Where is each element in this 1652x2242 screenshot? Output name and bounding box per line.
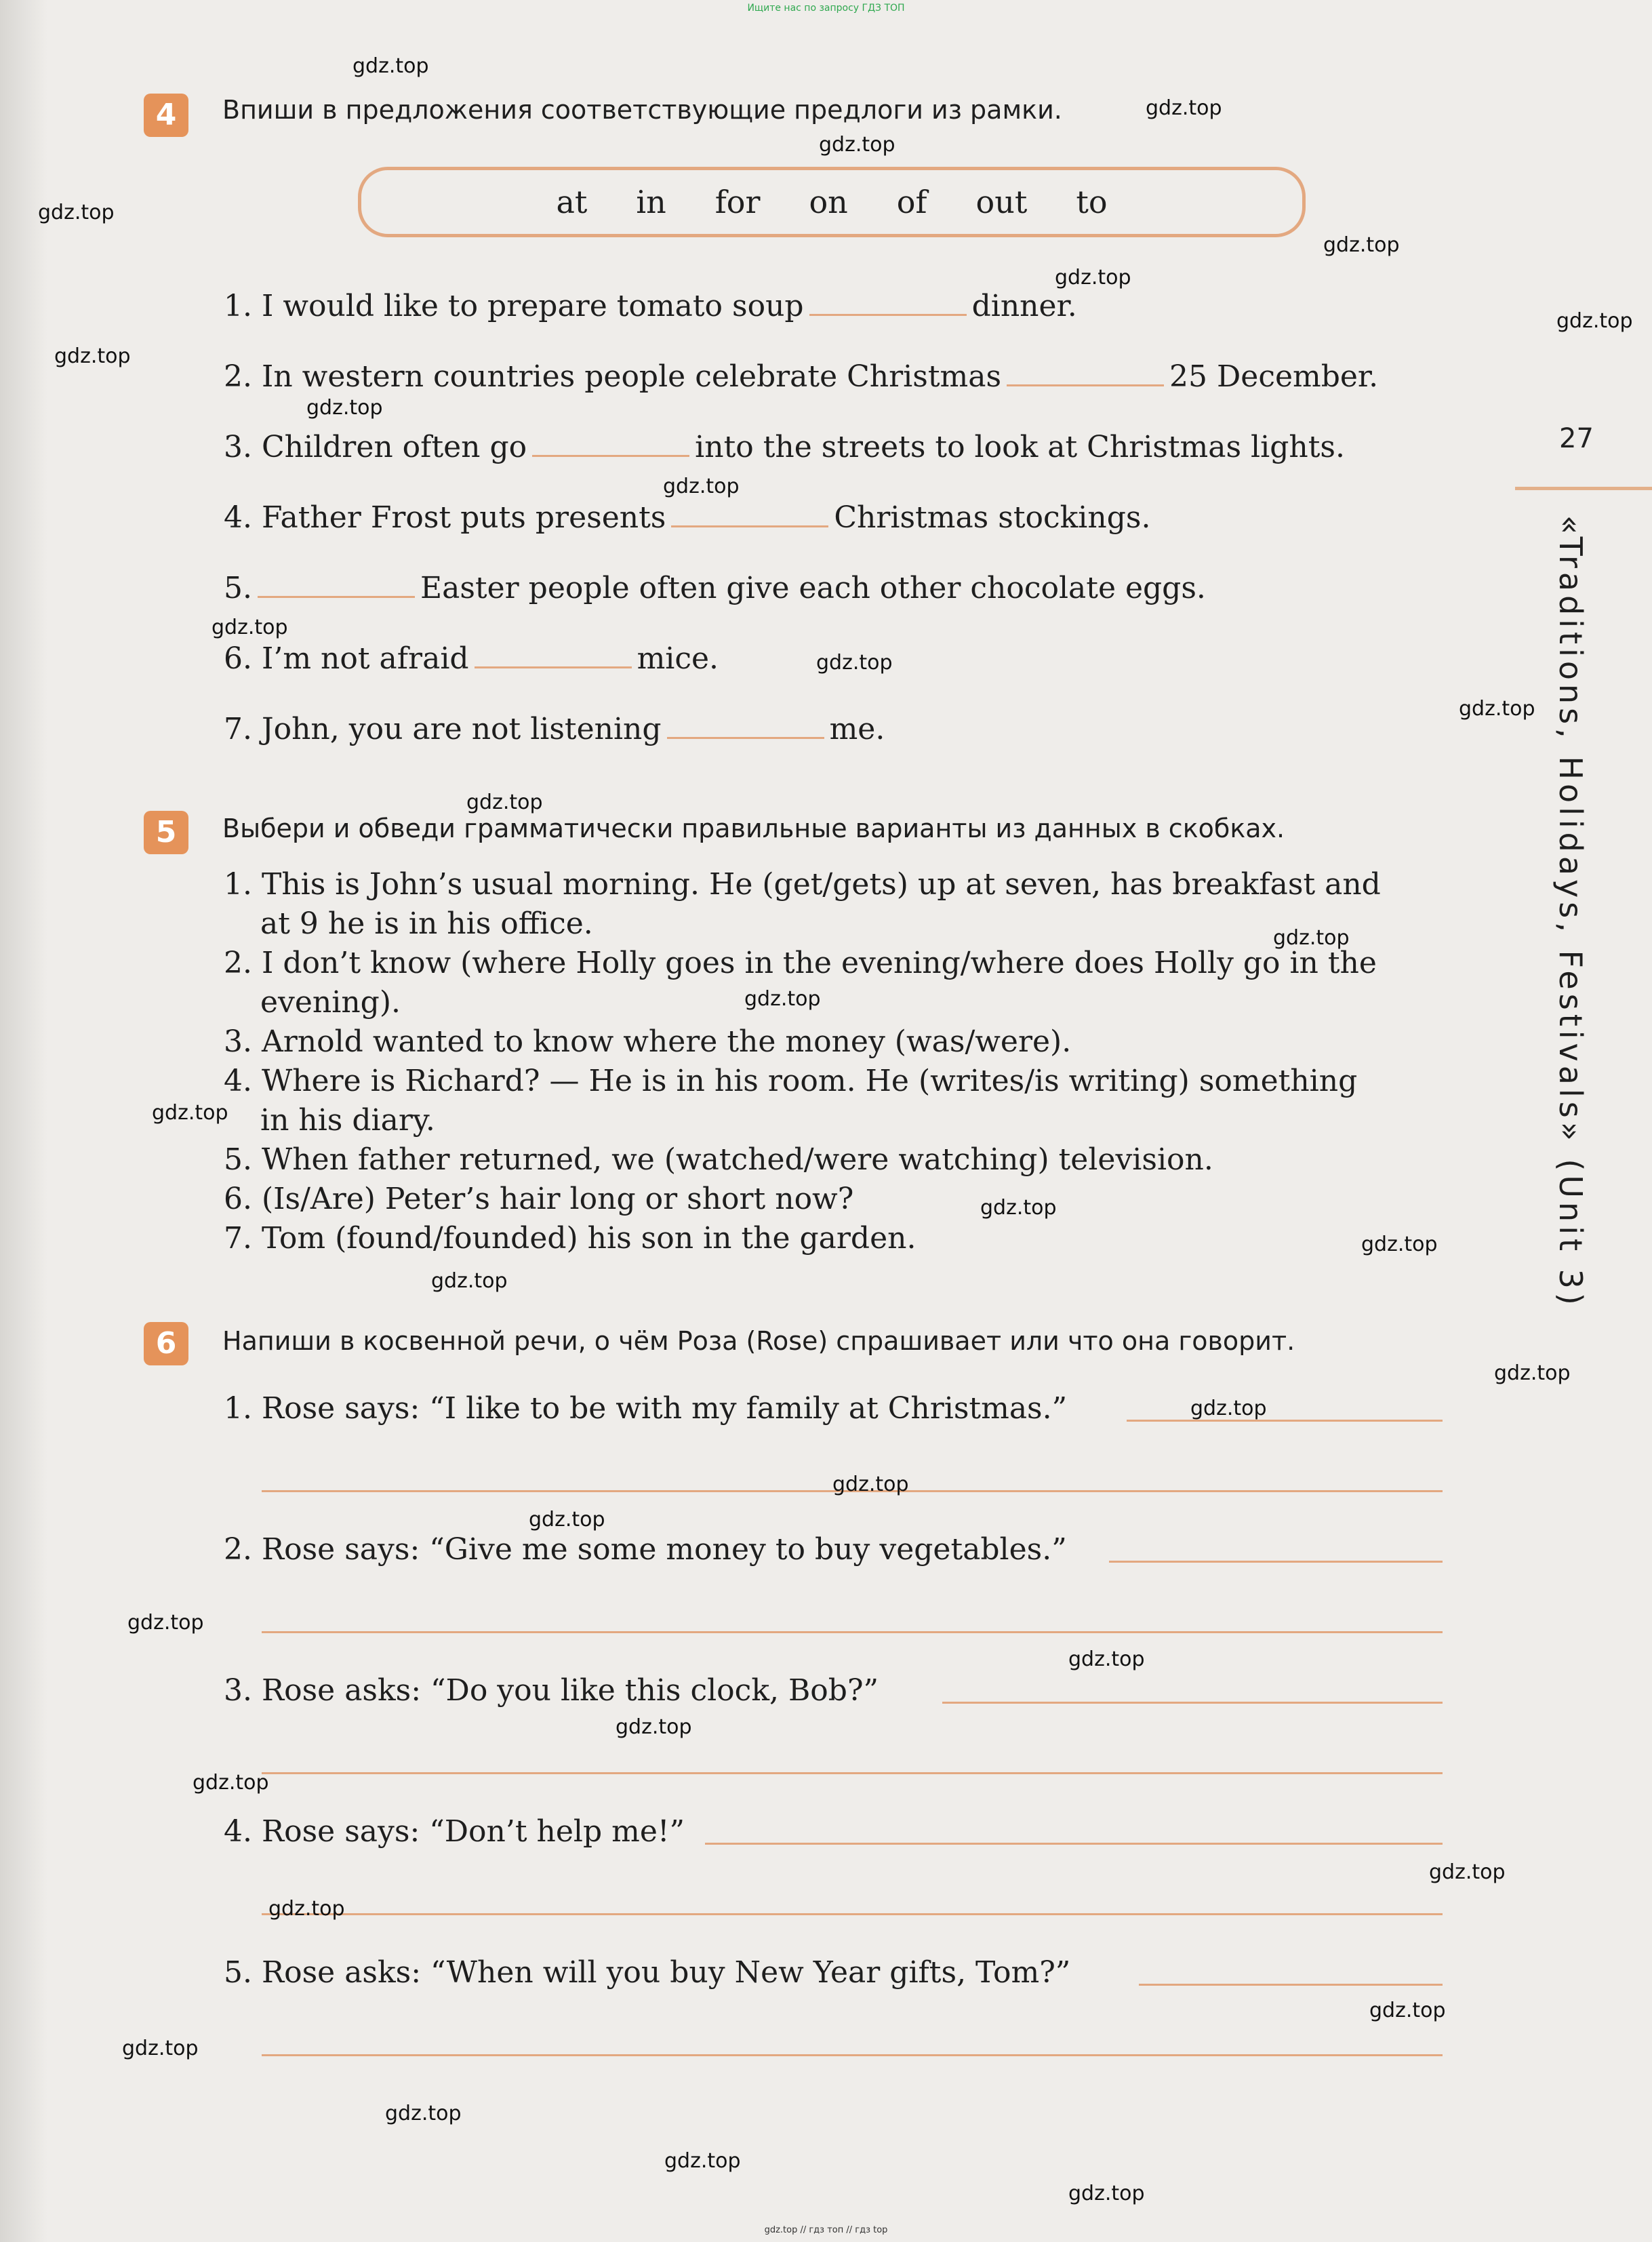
watermark: gdz.top bbox=[211, 616, 288, 639]
exercise-4-item-6 bbox=[224, 640, 719, 678]
word-in: in bbox=[636, 184, 666, 220]
watermark: gdz.top bbox=[1459, 697, 1535, 721]
exercise-4-badge: 4 bbox=[144, 94, 188, 137]
page-number: 27 bbox=[1559, 423, 1594, 454]
watermark: gdz.top bbox=[816, 651, 893, 675]
answer-blank[interactable] bbox=[1007, 361, 1164, 386]
exercise-4-item-5 bbox=[224, 569, 1206, 607]
watermark: gdz.top bbox=[1494, 1361, 1571, 1385]
answer-line[interactable] bbox=[262, 1631, 1443, 1633]
answer-line[interactable] bbox=[1127, 1420, 1443, 1422]
watermark: gdz.top bbox=[1190, 1397, 1267, 1420]
watermark: gdz.top bbox=[819, 133, 895, 157]
watermark: gdz.top bbox=[431, 1269, 508, 1293]
watermark: gdz.top bbox=[663, 475, 740, 498]
item-text-before: 6. I’m not afraid bbox=[224, 641, 469, 676]
exercise-6-item-5: 5. Rose asks: “When will you buy New Year gifts, Tom?” bbox=[224, 1955, 1071, 1990]
watermark: gdz.top bbox=[352, 54, 429, 78]
watermark: gdz.top bbox=[1146, 96, 1222, 120]
watermark: gdz.top bbox=[1369, 1999, 1446, 2022]
answer-line[interactable] bbox=[262, 1913, 1443, 1915]
exercise-5-line: 4. Where is Richard? — He is in his room. He (writes/is writing) something bbox=[224, 1064, 1358, 1098]
exercise-4-item-3 bbox=[224, 428, 1345, 466]
exercise-6-title: Напиши в косвенной речи, о чём Роза (Rose) спрашивает или что она говорит. bbox=[222, 1326, 1295, 1356]
item-text-before: 1. I would like to prepare tomato soup bbox=[224, 289, 804, 323]
watermark: gdz.top bbox=[1068, 1647, 1145, 1671]
word-of: of bbox=[896, 184, 927, 220]
answer-blank[interactable] bbox=[809, 291, 967, 316]
item-text-before: 7. John, you are not listening bbox=[224, 712, 662, 746]
answer-line[interactable] bbox=[1139, 1984, 1443, 1986]
word-on: on bbox=[809, 184, 848, 220]
watermark: gdz.top bbox=[1556, 309, 1633, 333]
answer-line[interactable] bbox=[705, 1843, 1443, 1845]
word-to: to bbox=[1076, 184, 1108, 220]
exercise-5-line: 7. Tom (found/founded) his son in the garden. bbox=[224, 1221, 916, 1256]
watermark: gdz.top bbox=[529, 1508, 605, 1532]
exercise-6-badge: 6 bbox=[144, 1322, 188, 1365]
exercise-4-item-7 bbox=[224, 710, 885, 748]
watermark: gdz.top bbox=[306, 396, 383, 420]
answer-blank[interactable] bbox=[671, 502, 828, 527]
watermark: gdz.top bbox=[980, 1196, 1057, 1220]
item-text-after: Christmas stockings. bbox=[834, 500, 1151, 535]
watermark: gdz.top bbox=[744, 987, 821, 1011]
exercise-6-item-2: 2. Rose says: “Give me some money to buy vegetables.” bbox=[224, 1532, 1067, 1567]
item-text-before: 2. In western countries people celebrate Christmas bbox=[224, 359, 1002, 394]
item-text-before: 3. Children often go bbox=[224, 430, 527, 464]
unit-side-title: «Traditions, Holidays, Festivals» (Unit 3) bbox=[1552, 515, 1589, 1309]
item-text-before: 5. bbox=[224, 571, 252, 605]
answer-line[interactable] bbox=[262, 1772, 1443, 1774]
watermark: gdz.top bbox=[38, 201, 115, 224]
watermark: gdz.top bbox=[152, 1101, 228, 1125]
answer-blank[interactable] bbox=[258, 573, 415, 598]
exercise-4-item-1 bbox=[224, 287, 1077, 325]
exercise-5-title: Выбери и обведи грамматически правильные варианты из данных в скобках. bbox=[222, 814, 1285, 843]
exercise-4-title: Впиши в предложения соответствующие предлоги из рамки. bbox=[222, 95, 1062, 125]
watermark: gdz.top bbox=[1068, 2182, 1145, 2205]
exercise-4-item-2 bbox=[224, 358, 1378, 396]
top-banner: Ищите нас по запросу ГДЗ ТОП bbox=[747, 3, 905, 14]
bottom-banner: gdz.top // гдз топ // гдз top bbox=[764, 2225, 888, 2235]
exercise-5-line: 6. (Is/Are) Peter’s hair long or short now? bbox=[224, 1182, 854, 1216]
exercise-5-line: 3. Arnold wanted to know where the money (was/were). bbox=[224, 1024, 1072, 1059]
exercise-5-badge: 5 bbox=[144, 811, 188, 854]
exercise-6-item-3: 3. Rose asks: “Do you like this clock, Bob?” bbox=[224, 1673, 879, 1708]
watermark: gdz.top bbox=[616, 1715, 692, 1739]
item-text-after: 25 December. bbox=[1169, 359, 1379, 394]
watermark: gdz.top bbox=[1055, 266, 1131, 289]
exercise-5-line: evening). bbox=[260, 985, 401, 1020]
watermark: gdz.top bbox=[268, 1897, 345, 1921]
page-gutter-shade bbox=[0, 0, 47, 2242]
watermark: gdz.top bbox=[1429, 1860, 1506, 1884]
watermark: gdz.top bbox=[832, 1473, 909, 1496]
item-text-after: me. bbox=[829, 712, 885, 746]
exercise-6-item-4: 4. Rose says: “Don’t help me!” bbox=[224, 1814, 685, 1849]
exercise-5-line: 5. When father returned, we (watched/were watching) television. bbox=[224, 1142, 1213, 1177]
answer-line[interactable] bbox=[942, 1702, 1443, 1704]
watermark: gdz.top bbox=[193, 1771, 269, 1795]
watermark: gdz.top bbox=[1273, 926, 1350, 950]
answer-line[interactable] bbox=[262, 2054, 1443, 2056]
item-text-after: mice. bbox=[637, 641, 719, 676]
answer-blank[interactable] bbox=[667, 714, 824, 739]
word-at: at bbox=[556, 184, 588, 220]
exercise-5-line: 2. I don’t know (where Holly goes in the evening/where does Holly go in the bbox=[224, 946, 1377, 980]
word-out: out bbox=[975, 184, 1028, 220]
exercise-5-line: in his diary. bbox=[260, 1103, 435, 1138]
watermark: gdz.top bbox=[664, 2149, 741, 2173]
answer-line[interactable] bbox=[1109, 1561, 1443, 1563]
exercise-5-line: 1. This is John’s usual morning. He (get/gets) up at seven, has breakfast and bbox=[224, 867, 1381, 902]
watermark: gdz.top bbox=[127, 1611, 204, 1635]
watermark: gdz.top bbox=[385, 2102, 462, 2125]
exercise-4-item-4 bbox=[224, 499, 1150, 537]
watermark: gdz.top bbox=[466, 790, 543, 814]
word-for: for bbox=[714, 184, 761, 220]
item-text-after: dinner. bbox=[971, 289, 1077, 323]
exercise-6-item-1: 1. Rose says: “I like to be with my family at Christmas.” bbox=[224, 1391, 1068, 1426]
item-text-after: Easter people often give each other chocolate eggs. bbox=[420, 571, 1206, 605]
item-text-before: 4. Father Frost puts presents bbox=[224, 500, 666, 535]
page-number-rule bbox=[1515, 487, 1652, 490]
item-text-after: into the streets to look at Christmas lights. bbox=[695, 430, 1345, 464]
watermark: gdz.top bbox=[1323, 233, 1400, 257]
watermark: gdz.top bbox=[1361, 1233, 1438, 1256]
watermark: gdz.top bbox=[54, 344, 131, 368]
watermark: gdz.top bbox=[122, 2037, 199, 2060]
answer-blank[interactable] bbox=[475, 643, 632, 668]
preposition-word-box bbox=[358, 167, 1306, 237]
answer-blank[interactable] bbox=[532, 432, 689, 457]
exercise-5-line: at 9 he is in his office. bbox=[260, 906, 593, 941]
